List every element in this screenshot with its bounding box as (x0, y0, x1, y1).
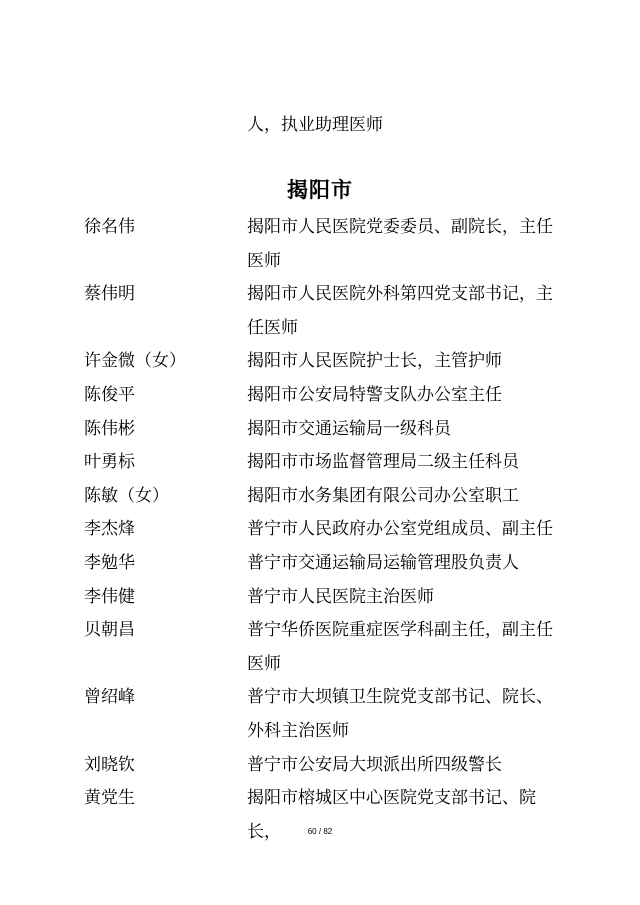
honoree-title: 普宁市人民医院主治医师 (247, 586, 434, 607)
honoree-name: 陈敏（女） (84, 485, 169, 506)
honoree-title: 普宁市人民政府办公室党组成员、副主任 (247, 519, 553, 540)
honoree-name: 蔡伟明 (84, 284, 135, 305)
honoree-name: 曾绍峰 (84, 687, 135, 708)
honoree-list (84, 211, 584, 849)
honoree-name: 刘晓钦 (84, 754, 135, 775)
list-item (84, 480, 584, 514)
list-item (84, 614, 584, 681)
honoree-title: 普宁市交通运输局运输管理股负责人 (247, 552, 519, 573)
honoree-title: 揭阳市人民医院党委委员、副院长，主任医师 (247, 217, 553, 271)
honoree-title: 揭阳市公安局特警支队办公室主任 (247, 384, 502, 405)
current-page-number: 60 (307, 827, 317, 836)
honoree-name: 黄党生 (84, 788, 135, 809)
honoree-title: 揭阳市水务集团有限公司办公室职工 (247, 485, 519, 506)
honoree-title: 普宁华侨医院重症医学科副主任，副主任医师 (247, 620, 553, 674)
list-item (84, 513, 584, 547)
list-item (84, 413, 584, 447)
list-item (84, 782, 584, 849)
continuation-line: 人，执业助理医师 (247, 115, 383, 135)
list-item (84, 211, 584, 278)
honoree-title: 普宁市大坝镇卫生院党支部书记、院长、外科主治医师 (247, 687, 553, 741)
list-item (84, 681, 584, 748)
honoree-name: 陈俊平 (84, 384, 135, 405)
honoree-title: 揭阳市人民医院外科第四党支部书记，主任医师 (247, 284, 553, 338)
section-title: 揭阳市 (287, 178, 353, 202)
honoree-title: 揭阳市人民医院护士长，主管护师 (247, 351, 502, 372)
page-number (0, 826, 640, 838)
list-item (84, 749, 584, 783)
honoree-name: 徐名伟 (84, 217, 135, 237)
honoree-name: 李杰烽 (84, 519, 135, 540)
honoree-name: 叶勇标 (84, 452, 135, 473)
honoree-name: 陈伟彬 (84, 418, 135, 439)
honoree-name: 李勉华 (84, 552, 135, 573)
list-item (84, 345, 584, 379)
honoree-title: 普宁市公安局大坝派出所四级警长 (247, 754, 502, 775)
honoree-title: 揭阳市榕城区中心医院党支部书记、院长， (247, 788, 536, 842)
list-item (84, 581, 584, 615)
list-item (84, 547, 584, 581)
list-item (84, 278, 584, 345)
page-separator: / (318, 827, 322, 836)
honoree-title: 揭阳市交通运输局一级科员 (247, 418, 451, 439)
honoree-title: 揭阳市市场监督管理局二级主任科员 (247, 452, 519, 473)
list-item (84, 446, 584, 480)
honoree-name: 李伟健 (84, 586, 135, 607)
list-item (84, 379, 584, 413)
honoree-name: 贝朝昌 (84, 620, 135, 641)
honoree-name: 许金微（女） (84, 351, 186, 372)
total-pages: 82 (323, 827, 333, 836)
